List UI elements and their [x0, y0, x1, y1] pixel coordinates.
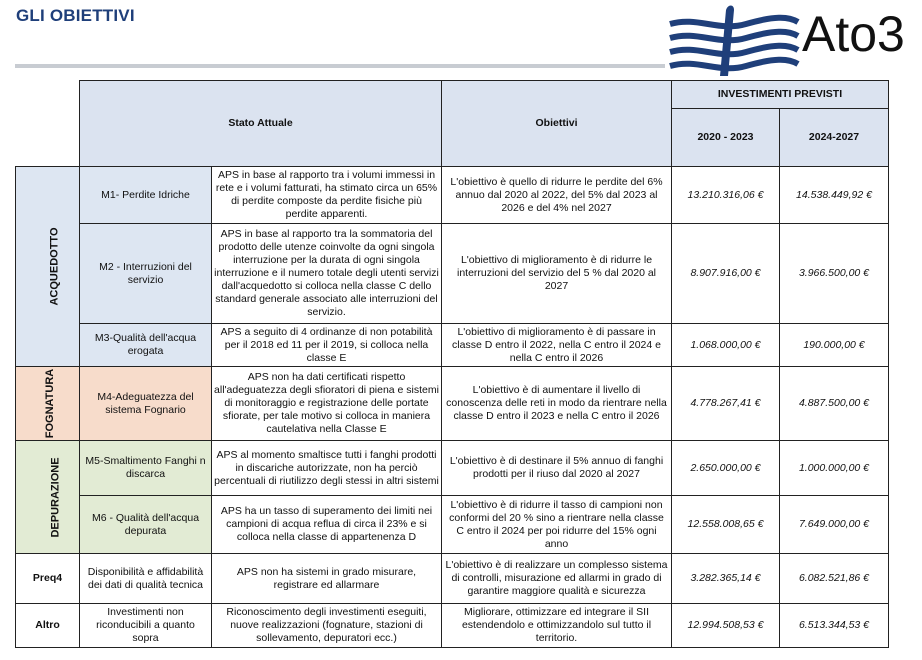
group-altro: Altro: [16, 604, 80, 648]
group-depurazione: [16, 441, 80, 554]
header-investimenti: INVESTIMENTI PREVISTI: [672, 81, 889, 109]
investment-2020-2023: 13.210.316,06 €: [672, 167, 780, 224]
obiettivo-cell: L'obiettivo di miglioramento è di ridurre le interruzioni del servizio del 5 % dal 2020 al 2027: [442, 224, 672, 324]
indicator-cell: M5-Smaltimento Fanghi n discarca: [80, 441, 212, 496]
investment-2024-2027: 190.000,00 €: [780, 324, 889, 367]
table-row: [16, 324, 889, 367]
group-preq4: Preq4: [16, 554, 80, 604]
stato-cell: APS al momento smaltisce tutti i fanghi prodotti in discariche autorizzate, non ha perciò percentuali di riutilizzo degli stessi in altri sistemi: [212, 441, 442, 496]
table-row: [16, 167, 889, 224]
obiettivo-cell: L'obiettivo è di aumentare il livello di conoscenza delle reti in modo da rientrare nella classe D entro il 2023 e nella C entro il 2026: [442, 367, 672, 441]
group-acquedotto: [16, 167, 80, 367]
investment-2020-2023: 4.778.267,41 €: [672, 367, 780, 441]
obiettivo-cell: L'obiettivo è di ridurre il tasso di campioni non conformi del 20 % sino a rientrare nella classe C entro il 2024 per poi ridurre del 15% ogni anno: [442, 496, 672, 554]
investment-2020-2023: 12.558.008,65 €: [672, 496, 780, 554]
investment-2024-2027: 1.000.000,00 €: [780, 441, 889, 496]
table-row: [16, 367, 889, 441]
obiettivo-cell: L'obiettivo è di realizzare un complesso sistema di controlli, misurazione ed allarmi in grado di garantire maggiore qualità e sicurezza: [442, 554, 672, 604]
header-periodo-2024-2027: 2024-2027: [780, 109, 889, 167]
indicator-cell: Disponibilità e affidabilità dei dati di qualità tecnica: [80, 554, 212, 604]
stato-cell: APS in base al rapporto tra la sommatoria del prodotto delle utenze coinvolte da ogni singola interruzione per la durata di ogni singola interruzione e il numero totale degli utenti servizi dall'acquedotto si colloca nella classe C dello standard generale associato alle interruzioni del servizio.: [212, 224, 442, 324]
logo-text: Ato3: [802, 6, 905, 62]
table-row: [16, 496, 889, 554]
header-obiettivi: Obiettivi: [442, 81, 672, 167]
stato-cell: Riconoscimento degli investimenti eseguiti, nuove realizzazioni (fognature, stazioni di sollevamento, depuratori ecc.): [212, 604, 442, 648]
group-label: DEPURAZIONE: [49, 456, 62, 538]
investment-2024-2027: 4.887.500,00 €: [780, 367, 889, 441]
investment-2020-2023: 2.650.000,00 €: [672, 441, 780, 496]
indicator-cell: M3-Qualità dell'acqua erogata: [80, 324, 212, 367]
objectives-table: [15, 80, 889, 648]
table-row: [16, 554, 889, 604]
indicator-cell: M2 - Interruzioni del servizio: [80, 224, 212, 324]
stato-cell: APS a seguito di 4 ordinanze di non potabilità per il 2018 ed 11 per il 2019, si colloca nella classe E: [212, 324, 442, 367]
stato-cell: APS ha un tasso di superamento dei limiti nei campioni di acqua reflua di circa il 23% e si colloca nella classe di appartenenza D: [212, 496, 442, 554]
group-label: FOGNATURA: [44, 368, 57, 439]
header-rule: [15, 64, 665, 68]
obiettivo-cell: L'obiettivo di miglioramento è di passare in classe D entro il 2022, nella C entro il 2024 e nella C entro il 2026: [442, 324, 672, 367]
header-periodo-2020-2023: 2020 - 2023: [672, 109, 780, 167]
investment-2020-2023: 1.068.000,00 €: [672, 324, 780, 367]
header-stato-attuale: Stato Attuale: [80, 81, 442, 167]
obiettivo-cell: L'obiettivo è quello di ridurre le perdite del 6% annuo dal 2020 al 2022, del 5% dal 2023 al 2026 e del 4% nel 2027: [442, 167, 672, 224]
investment-2024-2027: 3.966.500,00 €: [780, 224, 889, 324]
investment-2020-2023: 3.282.365,14 €: [672, 554, 780, 604]
investment-2024-2027: 6.082.521,86 €: [780, 554, 889, 604]
indicator-cell: M6 - Qualità dell'acqua depurata: [80, 496, 212, 554]
investment-2020-2023: 12.994.508,53 €: [672, 604, 780, 648]
indicator-cell: Investimenti non riconducibili a quanto sopra: [80, 604, 212, 648]
group-label: ACQUEDOTTO: [48, 227, 61, 306]
table-corner: [16, 81, 80, 167]
investment-2020-2023: 8.907.916,00 €: [672, 224, 780, 324]
table-row: [16, 441, 889, 496]
obiettivo-cell: L'obiettivo è di destinare il 5% annuo di fanghi prodotti per il riuso dal 2020 al 2027: [442, 441, 672, 496]
table-row: [16, 604, 889, 648]
obiettivo-cell: Migliorare, ottimizzare ed integrare il SII estendendolo e ottimizzandolo sul tutto il territorio.: [442, 604, 672, 648]
indicator-cell: M1- Perdite Idriche: [80, 167, 212, 224]
investment-2024-2027: 6.513.344,53 €: [780, 604, 889, 648]
stato-cell: APS non ha sistemi in grado misurare, registrare ed allarmare: [212, 554, 442, 604]
stato-cell: APS in base al rapporto tra i volumi immessi in rete e i volumi fatturati, ha stimato circa un 65% di perdite composte da perdite fisiche più perdite apparenti.: [212, 167, 442, 224]
investment-2024-2027: 14.538.449,92 €: [780, 167, 889, 224]
indicator-cell: M4-Adeguatezza del sistema Fognario: [80, 367, 212, 441]
group-fognatura: [16, 367, 80, 441]
investment-2024-2027: 7.649.000,00 €: [780, 496, 889, 554]
page-title: GLI OBIETTIVI: [16, 6, 135, 25]
stato-cell: APS non ha dati certificati rispetto all'adeguatezza degli sfioratori di piena e sistemi di monitoraggio e registrazione delle portate sfiorate, per tale motivo si colloca in maniera cautelativa nella Classe E: [212, 367, 442, 441]
table-row: [16, 224, 889, 324]
